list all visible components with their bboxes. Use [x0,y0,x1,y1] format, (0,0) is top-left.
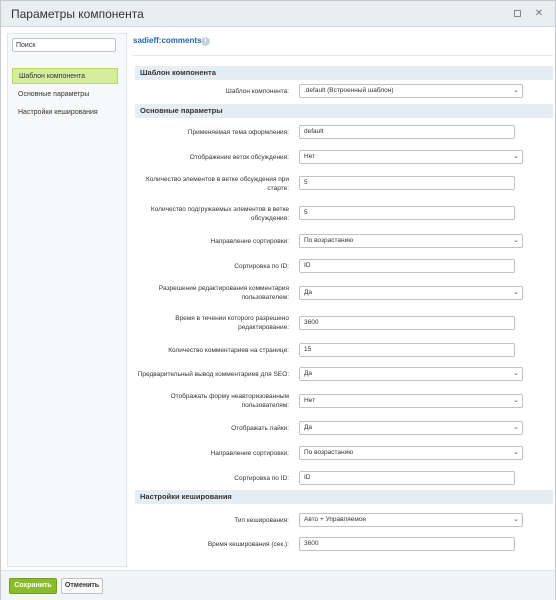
unauth-value: Нет [304,397,316,404]
likes-label: Отображать лайки: [231,425,289,432]
cache-type-select[interactable] [299,513,523,527]
section-cache: Настройки кеширования [135,490,553,504]
chevron-down-icon: ⌄ [513,516,519,523]
sort-by-input[interactable]: ID [299,259,515,273]
loaded-count-label [129,205,289,223]
branch-count-label [129,175,289,193]
divider [133,55,553,56]
cancel-button[interactable]: Отменить [61,578,103,594]
edit-allow-label [129,284,289,302]
expand-icon[interactable] [511,7,523,19]
template-value: .default (Встроенный шаблон) [304,87,394,94]
branches-value: Нет [304,153,316,160]
titlebar [1,1,555,27]
sidebar-item-template[interactable]: Шаблон компонента [12,68,118,84]
cache-type-value: Авто + Управляемое [304,516,367,523]
unauth-label [129,392,289,410]
chevron-down-icon: ⌄ [513,370,519,377]
cache-time-label: Время кеширования (сек.): [207,541,289,548]
dialog-footer [1,570,555,600]
edit-time-input[interactable]: 3600 [299,316,515,330]
edit-time-label-line1: Время в течении которого разрешено [175,315,289,322]
loaded-count-label-line2: обсуждения: [250,215,289,222]
chevron-down-icon: ⌄ [513,153,519,160]
chevron-down-icon: ⌄ [513,449,519,456]
chevron-down-icon: ⌄ [513,397,519,404]
cache-type-label: Тип кеширования: [234,517,289,524]
seo-label: Предварительный вывод комментариев для SEO: [137,371,289,378]
chevron-down-icon: ⌄ [513,87,519,94]
sort-by2-label: Сортировка по ID: [234,475,289,482]
component-name: sadieff:comments [133,36,202,45]
template-select[interactable] [299,84,523,98]
sort-dir2-label: Направление сортировки: [210,450,289,457]
loaded-count-label-line1: Количество подгружаемых элементов в ветке [150,206,289,213]
template-label: Шаблон компонента: [225,88,289,95]
theme-input[interactable]: default [299,125,515,139]
unauth-select[interactable] [299,394,523,408]
branches-label: Отображение веток обсуждения: [189,154,289,161]
sidebar [7,33,127,567]
edit-allow-label-line1: Разрешение редактирования комментария [158,285,289,292]
loaded-count-input[interactable]: 5 [299,206,515,220]
seo-value: Да [304,370,313,377]
edit-time-label [129,314,289,332]
window-title: Параметры компонента [11,7,144,21]
search-input[interactable] [12,38,116,52]
sort-dir-value: По возрастанию [304,237,354,244]
likes-select[interactable] [299,421,523,435]
per-page-label: Количество комментариев на странице: [168,347,289,354]
unauth-label-line1: Отображать форму неавторизованным [170,393,289,400]
close-icon[interactable]: ✕ [534,7,544,19]
branch-count-input[interactable]: 5 [299,176,515,190]
edit-allow-value: Да [304,289,313,296]
sidebar-item-cache-settings[interactable]: Настройки кеширования [18,109,98,116]
chevron-down-icon: ⌄ [513,424,519,431]
save-button[interactable]: Сохранить [9,578,57,594]
sort-dir2-select[interactable] [299,446,523,460]
sidebar-item-main-params[interactable]: Основные параметры [18,91,90,98]
sort-by-label: Сортировка по ID: [234,263,289,270]
theme-label: Применяемая тема оформления: [187,129,289,136]
sort-by2-input[interactable]: ID [299,471,515,485]
cache-time-input[interactable]: 3600 [299,537,515,551]
branch-count-label-line2: старте: [267,185,289,192]
sort-dir-select[interactable] [299,234,523,248]
unauth-label-line2: пользователям: [241,402,289,409]
edit-time-label-line2: редактирование: [238,324,289,331]
seo-select[interactable] [299,367,523,381]
edit-allow-select[interactable] [299,286,523,300]
edit-allow-label-line2: пользователем: [241,294,289,301]
likes-value: Да [304,424,313,431]
sort-dir2-value: По возрастанию [304,449,354,456]
info-icon[interactable]: i [201,37,210,46]
per-page-input[interactable]: 15 [299,343,515,357]
chevron-down-icon: ⌄ [513,289,519,296]
chevron-down-icon: ⌄ [513,237,519,244]
branch-count-label-line1: Количество элементов в ветке обсуждения при [145,176,289,183]
branches-select[interactable] [299,150,523,164]
section-main: Основные параметры [135,104,553,118]
sort-dir-label: Направление сортировки: [210,238,289,245]
section-template: Шаблон компонента [135,66,553,80]
